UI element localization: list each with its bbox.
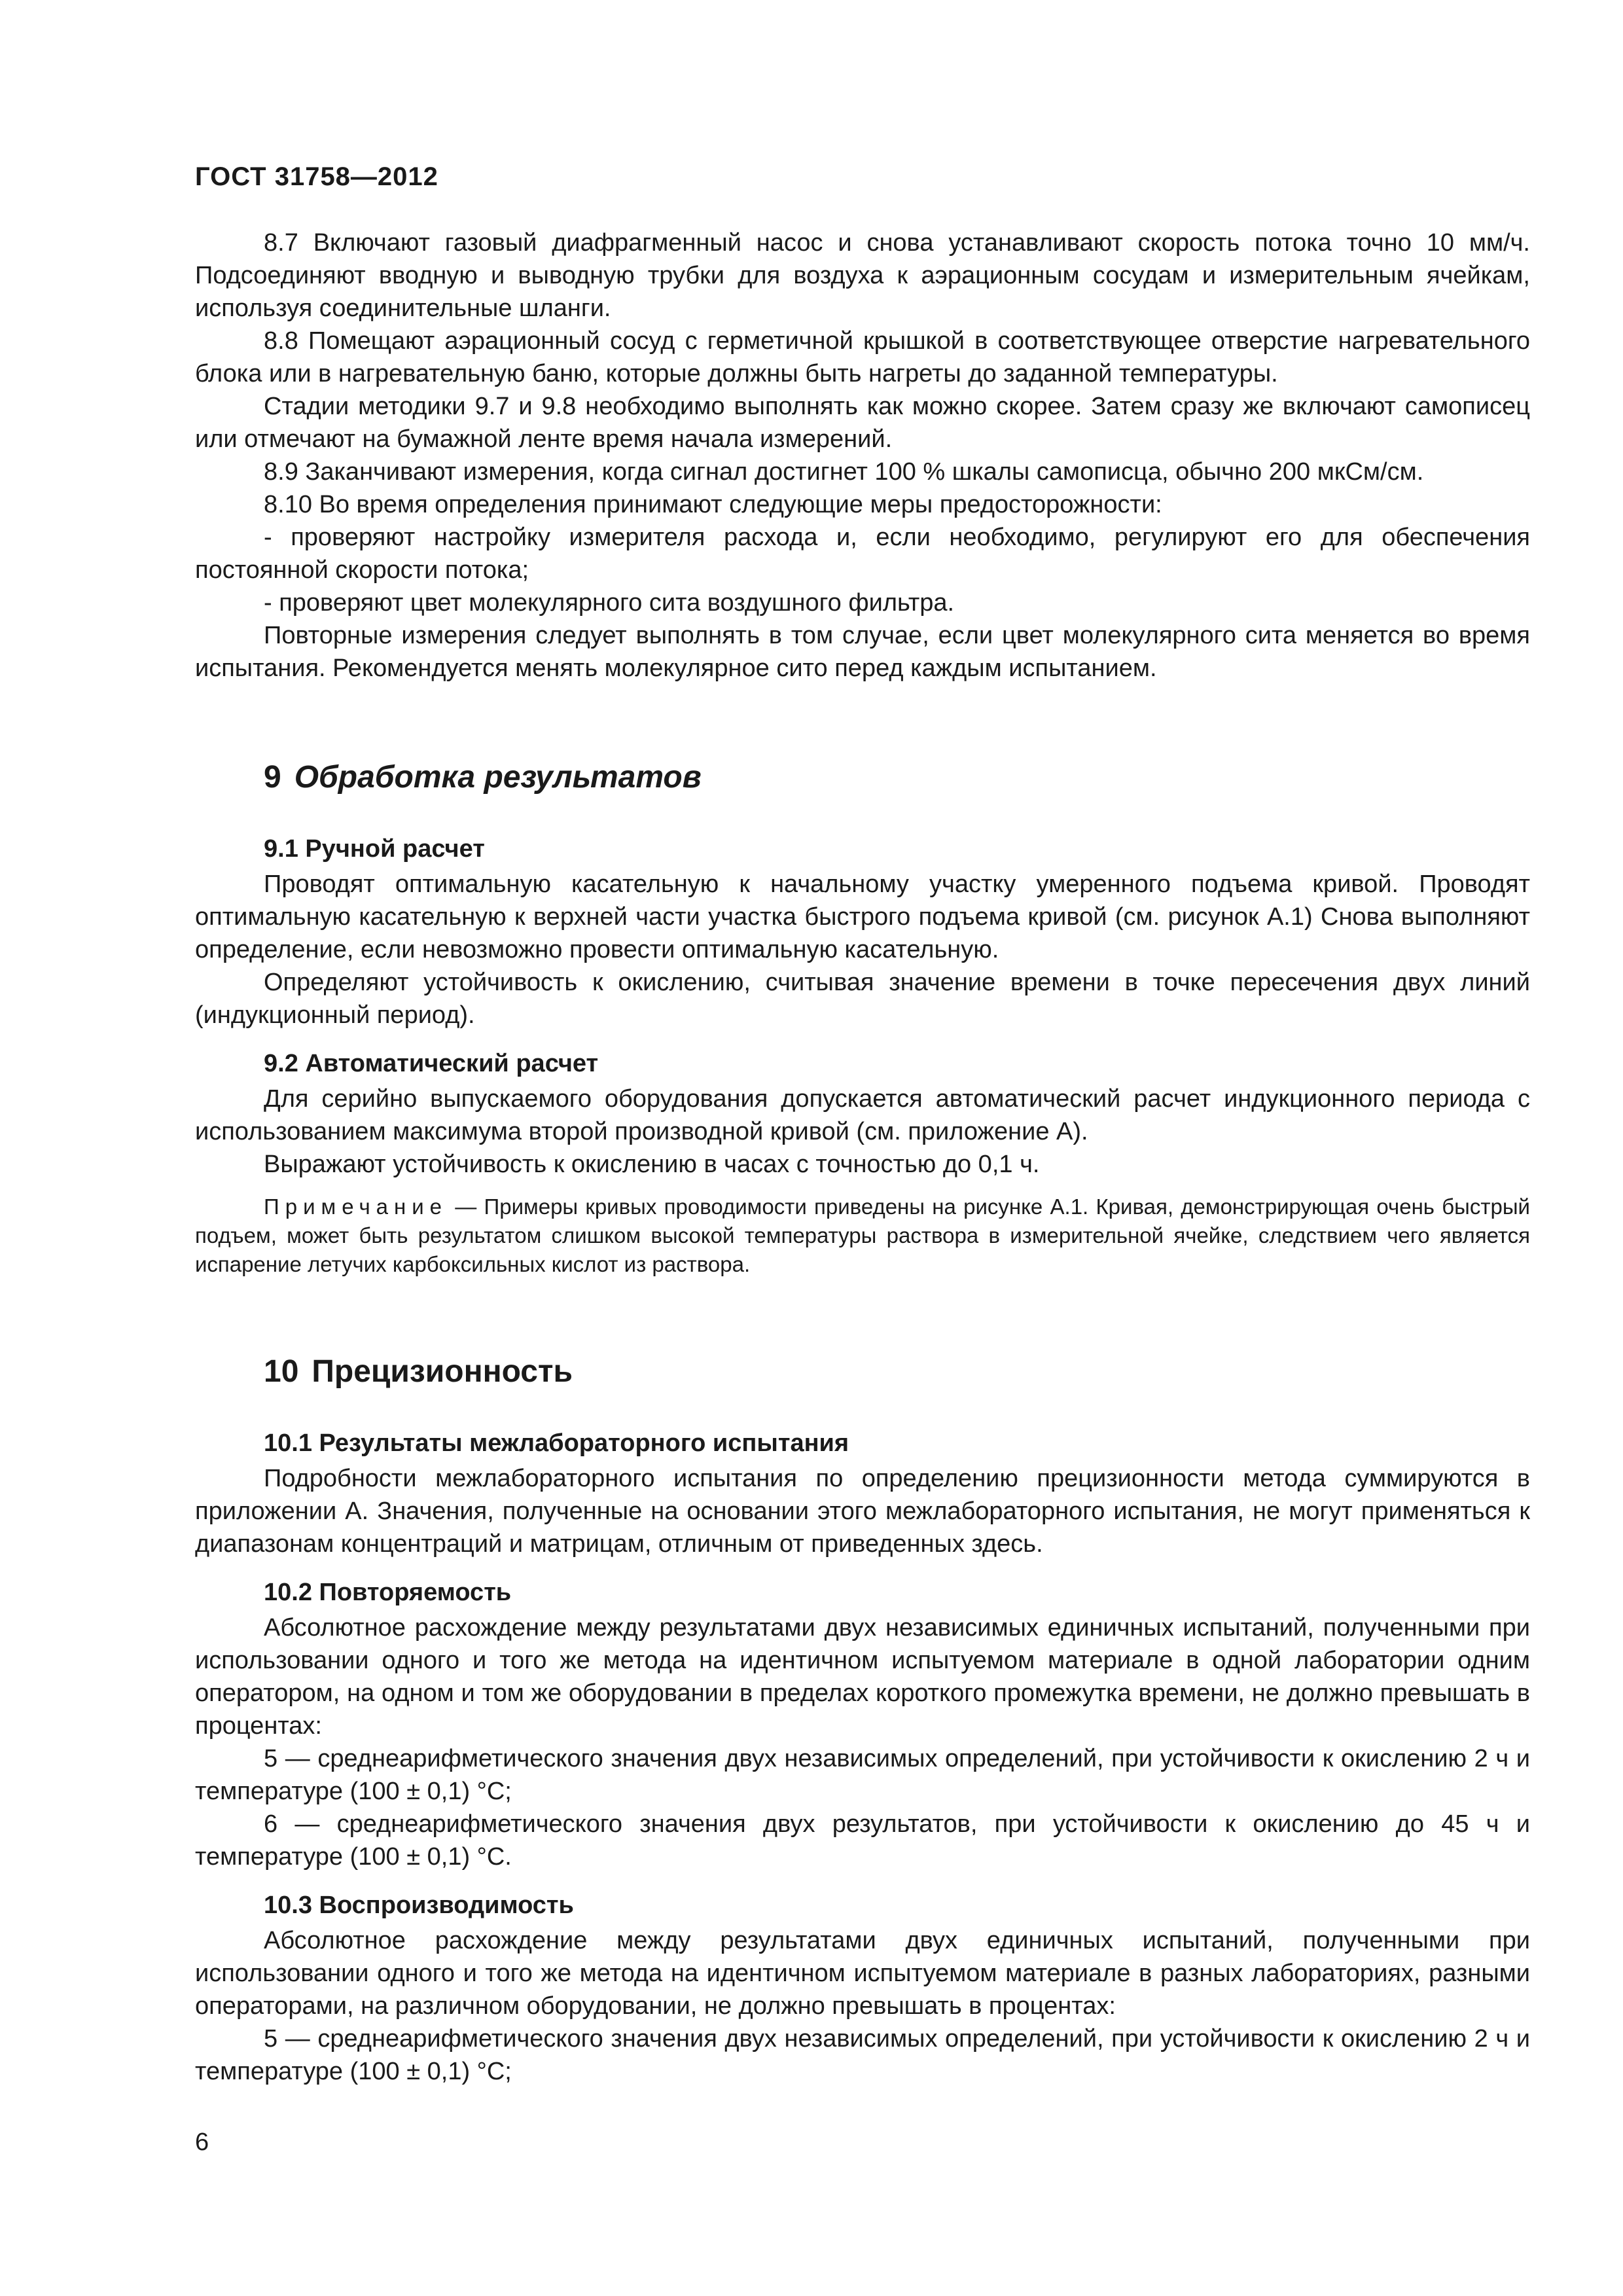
subsection-9-2-heading: 9.2 Автоматический расчет	[264, 1050, 599, 1077]
list-item-sieve-color: - проверяют цвет молекулярного сита воздушного фильтра.	[264, 589, 955, 617]
note-text: — Примеры кривых проводимости приведены на рисунке А.1. Кривая, демонстрирующая очень быстрый подъем, может быть результатом слишком высокой температуры раствора в измерительной ячейке, следствием чего является испарение летучих карбоксильных кислот из раствора.	[195, 1194, 1530, 1276]
section-10-number: 10	[264, 1354, 299, 1389]
paragraph-9-1-tangent: Проводят оптимальную касательную к начальному участку умеренного подъема кривой. Проводят оптимальную касательную к верхней части участка быстрого подъема кривой (см. рисунок А.1) Снова выполняют определение, если невозможно провести оптимальную касательную.	[195, 870, 1530, 963]
document-header: ГОСТ 31758—2012	[195, 162, 438, 191]
note-label: Примечание	[264, 1194, 448, 1219]
paragraph-8-8: 8.8 Помещают аэрационный сосуд с герметичной крышкой в соответствующее отверстие нагревательного блока или в нагревательную баню, которые должны быть нагреты до заданной температуры.	[195, 327, 1530, 387]
section-9-heading	[264, 758, 1530, 797]
paragraph-8-7: 8.7 Включают газовый диафрагменный насос и снова устанавливают скорость потока точно 10 мм/ч. Подсоединяют вводную и выводную трубки для воздуха к аэрационным сосудам и измерительным ячейкам, используя соединительные шланги.	[195, 229, 1530, 322]
paragraph-10-2-item-6: 6 — среднеарифметического значения двух результатов, при устойчивости к окислению до 45 ч и температуре (100 ± 0,1) °С.	[195, 1810, 1530, 1871]
note-9-2	[195, 1193, 1530, 1279]
paragraph-9-2-auto: Для серийно выпускаемого оборудования допускается автоматический расчет индукционного периода с использованием максимума второй производной кривой (см. приложение А).	[195, 1085, 1530, 1145]
section-10-heading	[264, 1352, 1530, 1391]
paragraph-10-1: Подробности межлабораторного испытания по определению прецизионности метода суммируются в приложении А. Значения, полученные на основании этого межлабораторного испытания, не могут применяться к диапазонам концентраций и матрицам, отличным от приведенных здесь.	[195, 1465, 1530, 1558]
paragraph-8-8-stages: Стадии методики 9.7 и 9.8 необходимо выполнять как можно скорее. Затем сразу же включают самописец или отмечают на бумажной ленте время начала измерений.	[195, 393, 1530, 453]
paragraph-repeat-measurements: Повторные измерения следует выполнять в том случае, если цвет молекулярного сита меняется во время испытания. Рекомендуется менять молекулярное сито перед каждым испытанием.	[195, 622, 1530, 682]
section-8-continuation	[195, 226, 1530, 685]
page-number: 6	[195, 2128, 209, 2156]
paragraph-10-2-item-5: 5 — среднеарифметического значения двух независимых определений, при устойчивости к окислению 2 ч и температуре (100 ± 0,1) °С;	[195, 1745, 1530, 1805]
subsection-10-3-heading: 10.3 Воспроизводимость	[264, 1892, 574, 1919]
section-10-title: Прецизионность	[312, 1354, 573, 1389]
list-item-flow-rate: - проверяют настройку измерителя расхода и, если необходимо, регулируют его для обеспечения постоянной скорости потока;	[195, 524, 1530, 584]
paragraph-9-1-stability: Определяют устойчивость к окислению, считывая значение времени в точке пересечения двух линий (индукционный период).	[195, 969, 1530, 1029]
paragraph-10-2-intro: Абсолютное расхождение между результатами двух независимых единичных испытаний, полученными при использовании одного и того же метода на идентичном испытуемом материале в одной лаборатории одним оператором, на одном и том же оборудовании в пределах короткого промежутка времени, не должно превышать в процентах:	[195, 1614, 1530, 1740]
subsection-10-1-heading: 10.1 Результаты межлабораторного испытания	[264, 1429, 849, 1457]
section-9-title: Обработка результатов	[294, 760, 702, 795]
paragraph-10-3-intro: Абсолютное расхождение между результатами двух единичных испытаний, полученными при использовании одного и того же метода на идентичном испытуемом материале в разных лабораториях, разными операторами, на различном оборудовании, не должно превышать в процентах:	[195, 1927, 1530, 2020]
paragraph-8-9: 8.9 Заканчивают измерения, когда сигнал достигнет 100 % шкалы самописца, обычно 200 мкСм/см.	[264, 458, 1424, 486]
paragraph-10-3-item-5: 5 — среднеарифметического значения двух независимых определений, при устойчивости к окислению 2 ч и температуре (100 ± 0,1) °С;	[195, 2025, 1530, 2085]
page-content	[195, 226, 1530, 2088]
paragraph-8-10: 8.10 Во время определения принимают следующие меры предосторожности:	[264, 491, 1162, 518]
subsection-10-2-heading: 10.2 Повторяемость	[264, 1579, 512, 1606]
paragraph-9-2-precision: Выражают устойчивость к окислению в часах с точностью до 0,1 ч.	[264, 1151, 1040, 1178]
section-9-number: 9	[264, 760, 281, 795]
subsection-9-1-heading: 9.1 Ручной расчет	[264, 835, 485, 863]
